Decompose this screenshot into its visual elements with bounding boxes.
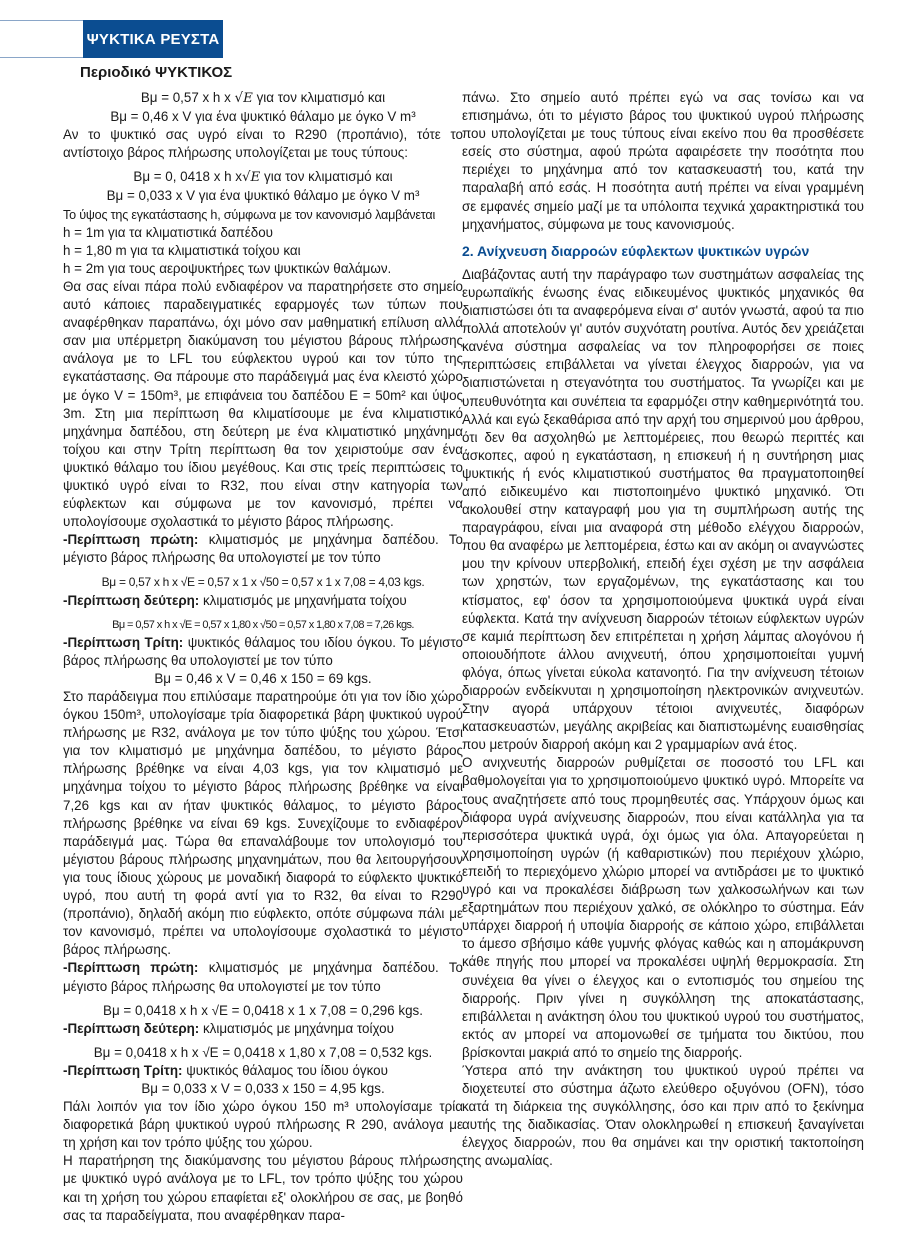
paragraph: Στο παράδειγμα που επιλύσαμε παρατηρούμε ότι για τον ίδιο χώρο όγκου 150m³, υπολογίσαμε τρία διαφορετικά βάρη ψυκτικού υγρού πλήρωσης με R32, ανάλογα με τον τύπο ψύξης του χώρου. Έτσι για τον κλιματισμό με μηχάνημα δαπέδου, το μέγιστο βάρος πλήρωσης βρέθηκε να είναι 4,03 kgs, για τον κλιματισμό με μηχάνημα τοίχου το μέγιστο βάρος πλήρωσης βρέθηκε να είναι 7,26 kgs και αν ήταν ψυκτικός θάλαμος, το μέγιστο βάρος πλήρωσης βρέθηκε να είναι 69 kgs. Συνεχίζουμε το ενδιαφέρον παράδειγμά μας. Τώρα θα επαναλάβουμε τον υπολογισμό του μέγιστου βάρους πλήρωσης μηχανημάτων, που θα λειτουργήσουν για τους ίδιους χώρους με μοναδική διαφορά το εύφλεκτο ψυκτικό υγρό, που αυτή τη φορά αντί για το R32, θα είναι το R290 (προπάνιο), δηλαδή ακόμη πιο εύφλεκτο, οπότε σύμφωνα πάλι με τον κανονισμό, πρέπει να υπολογίσουμε σχολαστικά το μέγιστο βάρος πλήρωσης. [63,689,463,958]
case-formula: Bμ = 0,0418 x h x √E = 0,0418 x 1 x 7,08 = 0,296 kgs. [103,1002,423,1018]
paragraph: Πάλι λοιπόν για τον ίδιο χώρο όγκου 150 m³ υπολογίσαμε τρία διαφορετικά βάρη ψυκτικού υγρού πλήρωσης R 290, ανάλογα με τη χρήση και τον τρόπο ψύξης του χώρου. [63,1099,463,1151]
section-heading: 2. Ανίχνευση διαρροών εύφλεκτων ψυκτικών υγρών [462,242,810,259]
paragraph: Ο ανιχνευτής διαρροών ρυθμίζεται σε ποσοστό του LFL και βαθμολογείται για το χρησιμοποιούμενο ψυκτικό υγρό. Μπορείτε να τους αναζητήσετε από τους προμηθευτές σας. Υπάρχουν όμως και διάφορα υγρά ανίχνευσης διαρροών, που είναι κατάλληλα για τα περισσότερα ψυκτικά υγρά, όχι όμως για όλα. Απαγορεύεται η χρησιμοποίηση υγρών (ή καθαριστικών) που περιέχουν χλώριο, επειδή το περιεχόμενο χλώριο μπορεί να αντιδράσει με το ψυκτικό υγρό και να προκαλέσει διάβρωση των χαλκοσωλήνων και των εξαρτημάτων που περιέχουν χαλκό, σε ολόκληρο το σύστημα. Εάν υπάρχει διαρροή ή υποψία διαρροής σε κάποιο χώρο, επιβάλλεται το άμεσο σβήσιμο κάθε γυμνής φλόγας καθώς και η απομάκρυνση κάθε πηγής που μπορεί να προκαλέσει υψηλή θερμοκρασία. Στη συνέχεια θα γίνει ο έλεγχος και ο εντοπισμός του σημείου της διαρροής. Πριν γίνει η συγκόλληση της αποκατάστασης, επιβάλλεται η ανάκτηση όλου του ψυκτικού υγρού του συστήματος, εκτός αν μπορεί να απομονωθεί σε τμήματα του δικτύου, που βρίσκονται μακριά από το σημείο της διαρροής. [462,755,864,1060]
height-item: h = 2m για τους αεροψυκτήρες των ψυκτικών θαλάμων. [63,260,392,276]
sqrt-e: √E [241,170,261,186]
sqrt-e: √E [234,91,253,106]
header-rule [0,20,84,58]
case-paragraph: -Περίπτωση δεύτερη: κλιματισμός με μηχανήματα τοίχου [63,592,407,608]
case-paragraph: -Περίπτωση πρώτη: κλιματισμός με μηχάνημα δαπέδου. Το μέγιστο βάρος πλήρωσης θα υπολογιστεί με τον τύπο [63,532,463,566]
paragraph: Ύστερα από την ανάκτηση του ψυκτικού υγρού πρέπει να διοχετευτεί στο σύστημα άζωτο ελεύθερο οξυγόνου (OFN), τόσο κατά τη διάρκεια της συγκόλλησης, όσο και πριν από το ξεκίνημα αυτής της διαδικασίας. Όταν ολοκληρωθεί η επισκευή ξαναγίνεται έλεγχος διαρροών, που θα σημάνει και την οριστική τακτοποίηση της ανωμαλίας. [462,1062,864,1169]
case-label: -Περίπτωση δεύτερη: [63,592,200,608]
case-formula: Bμ = 0,0418 x h x √E = 0,0418 x 1,80 x 7,08 = 0,532 kgs. [93,1044,433,1060]
paragraph: Θα σας είναι πάρα πολύ ενδιαφέρον να παρατηρήσετε στο σημείο αυτό κάποιες παραδειγματικές εφαρμογές των τύπων που αναφέρθηκαν παραπάνω, όχι μόνο σαν μαθηματική επίλυση αλλά σαν μια υπέρμετρη διακύμανση του μέγιστου βάρους πλήρωσης ανάλογα με το LFL του εύφλεκτου υγρού και τον τύπο της εγκατάστασης. Θα πάρουμε στο παράδειγμά μας ένα κλειστό χώρο με όγκο V = 150m³, με επιφάνεια του δαπέδου E = 50m² και ύψος 3m. Στη μια περίπτωση θα κλιματίσουμε με ένα κλιματιστικό μηχάνημα δαπέδου, στη δεύτερη με ένα κλιματιστικό μηχάνημα τοίχου και στην Τρίτη περίπτωση θα τον χειριστούμε σαν ένα ψυκτικό θάλαμο του ίδιου μεγέθους. Και στις τρείς περιπτώσεις το ψυκτικό υγρό είναι το R32, που είναι στην κατηγορία των εύφλεκτων και σύμφωνα με τον κανονισμό, πρέπει να υπολογίσουμε σχολαστικά το μέγιστο βάρος πλήρωσης. [63,278,463,530]
case-label: -Περίπτωση Τρίτη: [63,634,184,650]
height-item: h = 1,80 m για τα κλιματιστικά τοίχου και [63,242,301,258]
formula-r290-chamber: Bμ = 0,033 x V για ένα ψυκτικό θάλαμο με όγκο V m³ [106,188,420,204]
paragraph: πάνω. Στο σημείο αυτό πρέπει εγώ να σας τονίσω και να επισημάνω, ότι το μέγιστο βάρος του ψυκτικού υγρού πλήρωσης που υπολογίζεται με τους τύπους είναι εκείνο που θα προσθέσετε εσείς στο σύστημα, αφού πρώτα αφαιρέσετε την ποσότητα που περιέχει το μηχάνημα από τον κατασκευαστή του, κατά την παραλαβή από εσάς. Η ποσότητα αυτή πρέπει να είναι γραμμένη σε εμφανές σημείο μαζί με τα υπόλοιπα τεχνικά χαρακτηριστικά του μηχανήματος, σύμφωνα με τους κανονισμούς. [462,90,864,232]
formula-r32-chamber: Bμ = 0,46 x V για ένα ψυκτικό θάλαμο με όγκο V m³ [110,109,416,125]
case-formula: Bμ = 0,57 x h x √E = 0,57 x 1,80 x √50 = 0,57 x 1,80 x 7,08 = 7,26 kgs. [112,618,414,631]
case-formula: Bμ = 0,46 x V = 0,46 x 150 = 69 kgs. [154,670,372,686]
case-label: -Περίπτωση πρώτη: [63,960,199,976]
case-formula: Bμ = 0,033 x V = 0,033 x 150 = 4,95 kgs. [141,1080,385,1096]
case-paragraph: -Περίπτωση Τρίτη: ψυκτικός θάλαμος του ίδιου όγκου [63,1062,388,1078]
case-label: -Περίπτωση δεύτερη: [63,1020,200,1036]
paragraph: Η παρατήρηση της διακύμανσης του μέγιστου βάρους πλήρωσης με ψυκτικό υγρό ανάλογα με το LFL, τον τρόπο ψύξης του χώρου και τη χρήση του χώρου επαφίεται εξ' ολοκλήρου σε σας, με βοηθό σας τα παραδείγματα, που αναφέρθηκαν παρα- [63,1153,463,1223]
formula-r290-ac: Bμ = 0, 0418 x h x√E για τον κλιματισμό και [133,169,393,186]
case-formula: Bμ = 0,57 x h x √E = 0,57 x 1 x √50 = 0,57 x 1 x 7,08 = 4,03 kgs. [101,575,425,590]
magazine-name: Περιοδικό ΨΥΚΤΙΚΟΣ [80,64,233,81]
case-label: -Περίπτωση πρώτη: [63,532,199,548]
right-column [462,89,864,1171]
height-item: h = 1m για τα κλιματιστικά δαπέδου [63,224,273,240]
case-paragraph: -Περίπτωση πρώτη: κλιματισμός με μηχάνημα δαπέδου. Το μέγιστο βάρος πλήρωσης θα υπολογιστεί με τον τύπο [63,960,463,994]
paragraph: Διαβάζοντας αυτή την παράγραφο των συστημάτων ασφαλείας της ευρωπαϊκής ένωσης ένας ειδικευμένος ψυκτικός μηχανικός θα διαπιστώσει ότι τα αναφερόμενα είναι σ' αυτόν γνωστά, αφού τα πιο πολλά αποτελούν γι' αυτόν συχνότατη ρουτίνα. Αυτός δεν χρειάζεται κανένα σύστημα ασφαλείας να τον πληροφορήσει σε ποιες περιπτώσεις επιβάλλεται να γίνεται έλεγχος διαρροών, για να διαπιστώνεται η στεγανότητα του συστήματος. Τα γνωρίζει και με υπευθυνότητα και συνέπεια τα εφαρμόζει στην καθημερινότητά του. Αλλά και εγώ ξεκαθάρισα από την αρχή του σημερινού μου άρθρου, ότι δεν θα ασχοληθώ με λεπτομέρειες, που θεωρώ περιττές και άσκοπες, αφού η εγκατάσταση, η επισκευή ή η συντήρηση μιας ψυκτικής ή ενός κλιματιστικού συστήματος θα πραγματοποιηθεί από ειδικευμένο και πιστοποιημένο ψυκτικό μηχανικό. Ότι ακολουθεί στην καταγραφή μου για τη συμπλήρωση αυτής της παραγράφου, είναι μια αναφορά στη μέθοδο ελέγχου διαρροών, που θα αναφέρω με λεπτομέρεια, έστω και αν ακόμη οι αναγνώστες μου την κρίνουν υπερβολική, επειδή έχει σχέση με την ασφάλεια των χρηστών, των εργαζομένων, της εγκατάστασης και του κτίσματος, εφ' όσον τα χρησιμοποιούμενα ψυκτικά υγρά είναι εύφλεκτα. Κατά την ανίχνευση διαρροών τέτοιων εύφλεκτων υγρών σε καμιά περίπτωση δεν επιτρέπεται η χρήση λάμπας αλογόνου ή οποιουδήποτε άλλου ανιχνευτή, όπου χρησιμοποιείται γυμνή φλόγα, όπως γίνεται εύκολα κατανοητό. Για την ανίχνευση τέτοιων διαρροών ενδείκνυται η χρησιμοποίηση ηλεκτρονικών ανιχνευτών. Στην αγορά υπάρχουν τέτοιοι ανιχνευτές, διαφόρων κατασκευαστών, μεγάλης ακριβείας και διαπιστωμένης ευαισθησίας που μετρούν διαρροή ακόμη και 2 γραμμαρίων ανά έτος. [462,266,864,753]
case-label: -Περίπτωση Τρίτη: [63,1062,183,1078]
left-column [63,89,463,1225]
section-label: ΨΥΚΤΙΚΑ ΡΕΥΣΤΑ [83,20,223,58]
case-paragraph: -Περίπτωση δεύτερη: κλιματισμός με μηχάνημα τοίχου [63,1020,394,1036]
paragraph: Το ύψος της εγκατάστασης h, σύμφωνα με τον κανονισμό λαμβάνεται [63,207,436,222]
formula-r32-ac: Bμ = 0,57 x h x √E για τον κλιματισμό και [140,90,386,106]
paragraph: Αν το ψυκτικό σας υγρό είναι το R290 (προπάνιο), τότε το αντίστοιχο βάρος πλήρωσης υπολογίζεται με τους τύπους: [63,127,463,161]
case-paragraph: -Περίπτωση Τρίτη: ψυκτικός θάλαμος του ιδίου όγκου. Το μέγιστο βάρος πλήρωσης θα υπολογιστεί με τον τύπο [63,634,463,668]
